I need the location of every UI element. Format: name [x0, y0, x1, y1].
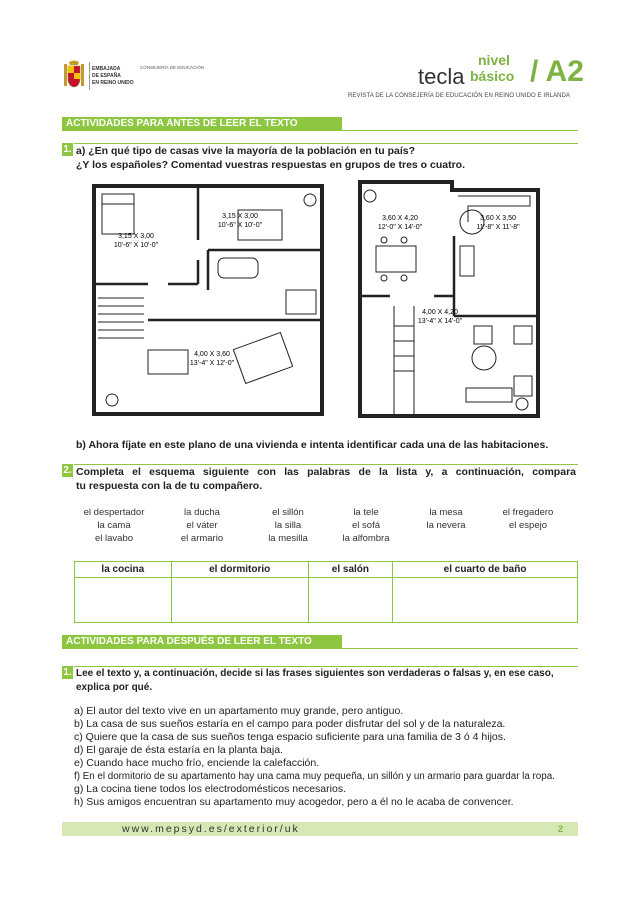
plan-label: 13'-4" X 12'-0" [189, 360, 235, 367]
plan-label: 3,15 X 3,00 [118, 233, 154, 240]
plan-label: 4,00 X 3,60 [194, 351, 230, 358]
word: el espejo [508, 520, 548, 531]
magazine-subtitle: REVISTA DE LA CONSEJERÍA DE EDUCACIÓN EN REINO UNIDO E IRLANDA [348, 93, 571, 99]
section-rule [62, 130, 578, 131]
word-column [412, 507, 480, 531]
word-column [76, 507, 152, 544]
question-1b: b) Ahora fíjate en este plano de una vivienda e intenta identificar cada una de las habitaciones. [76, 439, 549, 451]
question-number: 1. [63, 144, 72, 155]
word: el sillón [272, 507, 304, 518]
plan-label: 11'-8" X 11'-8" [476, 224, 520, 231]
plan-label: 10'-6" X 10'-0" [113, 242, 159, 249]
table-header: el salón [308, 562, 392, 578]
question-number: 1. [63, 667, 72, 678]
floor-plan-upper [88, 180, 328, 420]
word: la alfombra [342, 533, 390, 544]
logo-line: DE ESPAÑA [92, 73, 121, 79]
word: el sofá [352, 520, 380, 531]
statement-item: f) En el dormitorio de su apartamento hay una cama muy pequeña, un sillón y un armario para guardar la ropa. [74, 771, 555, 782]
brand-tecla: tecla [418, 64, 465, 89]
logo-divider [89, 62, 90, 90]
plan-label: 12'-0" X 14'-0" [377, 224, 423, 231]
question-1a-line2: ¿Y los españoles? Comentad vuestras respuestas en grupos de tres o cuatro. [76, 159, 466, 171]
statement-item: h) Sus amigos encuentran su apartamento muy acogedor, pero a él no le acaba de convencer. [74, 796, 514, 808]
question-number: 2. [63, 465, 72, 476]
brand-level: / A2 [530, 55, 584, 88]
answer-cell[interactable] [171, 578, 308, 623]
spain-coat-of-arms-icon [62, 60, 86, 90]
logo-line: EMBAJADA [92, 66, 121, 72]
word-column [168, 507, 236, 544]
section-title-before: ACTIVIDADES PARA ANTES DE LEER EL TEXTO [62, 117, 342, 131]
table-header: el dormitorio [171, 562, 308, 578]
statement-item: a) El autor del texto vive en un apartamento muy grande, pero antiguo. [74, 705, 404, 717]
answer-cell[interactable] [393, 578, 578, 623]
statement-item: d) El garaje de ésta estaría en la planta baja. [74, 744, 283, 756]
word: la silla [274, 520, 302, 531]
word: el lavabo [94, 533, 134, 544]
word: la ducha [184, 507, 220, 518]
word: el despertador [83, 507, 145, 518]
plan-label: 10'-6" X 10'-0" [217, 222, 263, 229]
consejeria-label: CONSEJERÍA DE EDUCACIÓN [140, 65, 205, 70]
brand-basico: básico [470, 68, 515, 84]
question-3-line1: Lee el texto y, a continuación, decide si las frases siguientes son verdaderas o falsas y, en ese caso, [76, 668, 554, 679]
word: el fregadero [502, 507, 554, 518]
word: la mesilla [268, 533, 308, 544]
page-number: 2 [558, 824, 564, 834]
answer-cell[interactable] [75, 578, 172, 623]
statement-item: c) Quiere que la casa de sus sueños tenga espacio suficiente para una familia de 3 ó 4 hijos. [74, 731, 506, 743]
section-rule [62, 648, 578, 649]
embassy-name [92, 66, 134, 87]
plan-label: 13'-4" X 14'-0" [417, 318, 463, 325]
statement-item: b) La casa de sus sueños estaría en el campo para poder disfrutar del sol y de la naturaleza. [74, 718, 506, 730]
plan-label: 3,15 X 3,00 [222, 213, 258, 220]
plan-label: 3,60 X 3,50 [480, 215, 516, 222]
table-header: el cuarto de baño [393, 562, 578, 578]
question-3-line2: explica por qué. [76, 682, 153, 693]
word: la tele [353, 507, 379, 518]
word-column [490, 507, 566, 531]
section-title-after: ACTIVIDADES PARA DESPUÉS DE LEER EL TEXTO [62, 635, 342, 649]
word: la mesa [429, 507, 463, 518]
word-column [332, 507, 400, 544]
brand-nivel: nivel [478, 52, 510, 68]
question-1a-line1: a) ¿En qué tipo de casas vive la mayoría de la población en tu país? [76, 145, 416, 157]
question-2-line2: tu respuesta con la de tu compañero. [76, 480, 263, 492]
statement-item: e) Cuando hace mucho frío, enciende la calefacción. [74, 757, 320, 769]
word: la cama [97, 520, 131, 531]
classification-table [74, 561, 578, 623]
floor-plan-lower [354, 176, 544, 422]
answer-cell[interactable] [308, 578, 392, 623]
logo-line: EN REINO UNIDO [92, 80, 134, 86]
question-2-line1: Completa el esquema siguiente con las palabras de la lista y, a continuación, compara [76, 466, 576, 478]
plan-label: 3,60 X 4,20 [382, 215, 418, 222]
footer-url[interactable]: www.mepsyd.es/exterior/uk [122, 823, 300, 835]
word: el váter [186, 520, 218, 531]
word: la nevera [426, 520, 466, 531]
word-column [254, 507, 322, 544]
table-header: la cocina [75, 562, 172, 578]
statement-item: g) La cocina tiene todos los electrodomésticos necesarios. [74, 783, 346, 795]
word: el armario [180, 533, 224, 544]
plan-label: 4,00 X 4,20 [422, 309, 458, 316]
